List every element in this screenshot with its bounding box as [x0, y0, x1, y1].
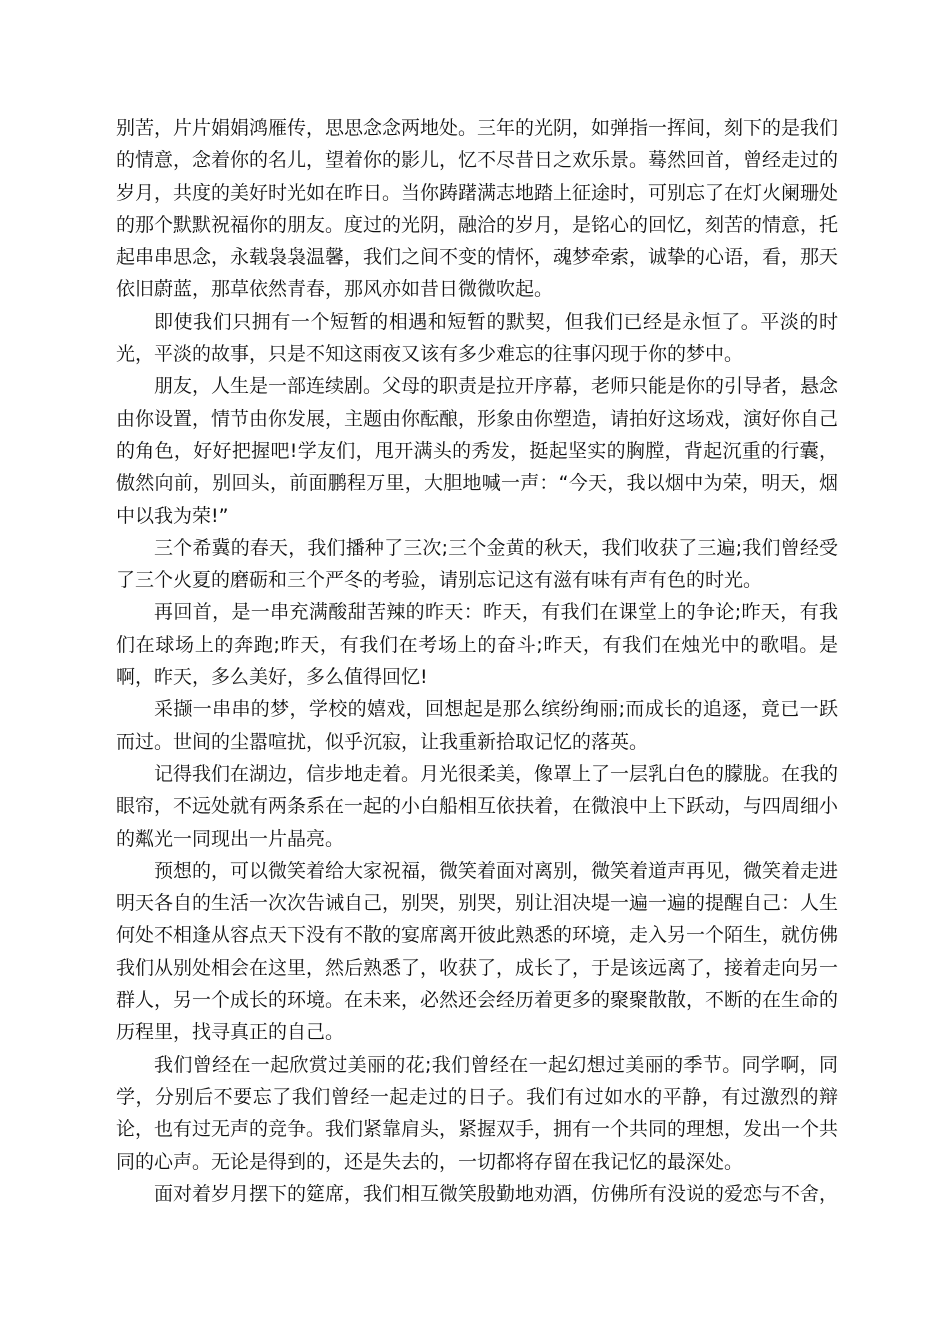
body-text	[116, 112, 838, 1210]
paragraph-7: 记得我们在湖边，信步地走着。月光很柔美，像罩上了一层乳白色的朦胧。在我的眼帘，不远处就有两条系在一起的小白船相互依扶着，在微浪中上下跃动，与四周细小的粼光一同现出一片晶亮。	[116, 762, 839, 850]
paragraph-8: 预想的，可以微笑着给大家祝福，微笑着面对离别，微笑着道声再见，微笑着走进明天各自的生活一次次告诫自己，别哭，别哭，别让泪决堤一遍一遍的提醒自己：人生何处不相逢从容点天下没有不散的宴席离开彼此熟悉的环境，走入另一个陌生，就仿佛我们从别处相会在这里，然后熟悉了，收获了，成长了，于是该远离了，接着走向另一群人，另一个成长的环境。在未来，必然还会经历着更多的聚聚散散，不断的在生命的历程里，找寻真正的自己。	[116, 859, 839, 1044]
paragraph-4: 三个希冀的春天，我们播种了三次;三个金黄的秋天，我们收获了三遍;我们曾经受了三个火夏的磨砺和三个严冬的考验，请别忘记这有滋有味有声有色的时光。	[116, 536, 838, 592]
paragraph-6: 采撷一串串的梦，学校的嬉戏，回想起是那么缤纷绚丽;而成长的追逐，竟已一跃而过。世间的尘嚣喧扰，似乎沉寂，让我重新拾取记忆的落英。	[116, 698, 838, 753]
paragraph-3: 朋友，人生是一部连续剧。父母的职责是拉开序幕，老师只能是你的引导者，悬念由你设置，情节由你发展，主题由你酝酿，形象由你塑造，请拍好这场戏，演好你自己的角色，好好把握吧!学友们，甩开满头的秀发，挺起坚实的胸膛，背起沉重的行囊，傲然向前，别回头，前面鹏程万里，大胆地喊一声：“今天，我以烟中为荣，明天，烟中以我为荣!”	[116, 375, 839, 527]
paragraph-1: 别苦，片片娟娟鸿雁传，思思念念两地处。三年的光阴，如弹指一挥间，刻下的是我们的情意，念着你的名儿，望着你的影儿，忆不尽昔日之欢乐景。蓦然回首，曾经走过的岁月，共度的美好时光如在昨日。当你踌躇满志地踏上征途时，可别忘了在灯火阑珊处的那个默默祝福你的朋友。度过的光阴，融洽的岁月，是铭心的回忆，刻苦的情意，托起串串思念，永载袅袅温馨，我们之间不变的情怀，魂梦牵索，诚挚的心语，看，那天依旧蔚蓝，那草依然青春，那风亦如昔日微微吹起。	[116, 117, 839, 301]
paragraph-9: 我们曾经在一起欣赏过美丽的花;我们曾经在一起幻想过美丽的季节。同学啊，同学，分别后不要忘了我们曾经一起走过的日子。我们有过如水的平静，有过激烈的辩论，也有过无声的竞争。我们紧靠肩头，紧握双手，拥有一个共同的理想，发出一个共同的心声。无论是得到的，还是失去的，一切都将存留在我记忆的最深处。	[116, 1053, 839, 1173]
paragraph-5: 再回首，是一串充满酸甜苦辣的昨天：昨天，有我们在课堂上的争论;昨天，有我们在球场上的奔跑;昨天，有我们在考场上的奋斗;昨天，有我们在烛光中的歌唱。是啊，昨天，多么美好，多么值得回忆!	[116, 601, 838, 689]
paragraph-2: 即使我们只拥有一个短暂的相遇和短暂的默契，但我们已经是永恒了。平淡的时光，平淡的故事，只是不知这雨夜又该有多少难忘的往事闪现于你的梦中。	[116, 310, 838, 366]
paragraph-10: 面对着岁月摆下的筵席，我们相互微笑殷勤地劝酒，仿佛所有没说的爱恋与不舍，	[154, 1182, 839, 1205]
